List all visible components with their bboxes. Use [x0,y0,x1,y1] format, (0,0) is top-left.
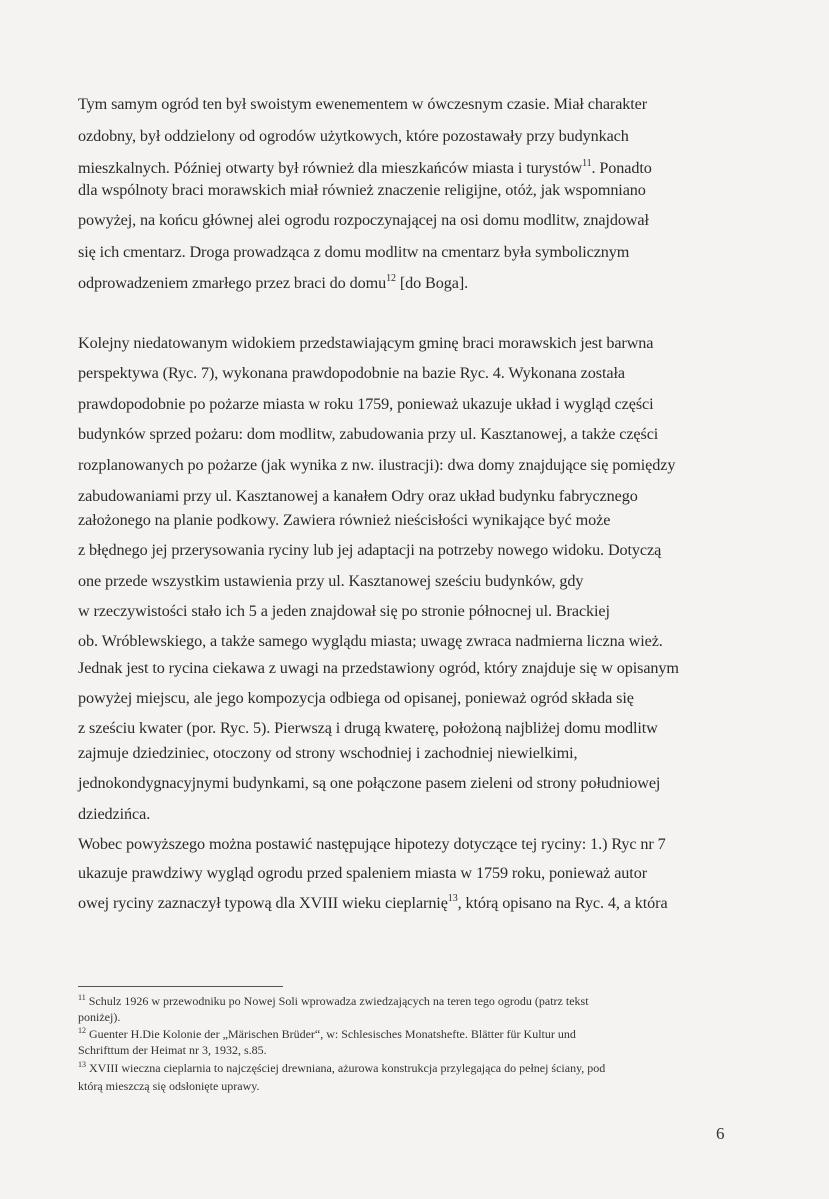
text-line: powyżej miejscu, ale jego kompozycja odbiega od opisanej, ponieważ ogród składa się [78,689,634,707]
text-segment: mieszkalnych. Później otwarty był również dla mieszkańców miasta i turystów [78,159,583,177]
footnote-ref-11[interactable]: 11 [582,158,592,169]
text-line: prawdopodobnie po pożarze miasta w roku 1759, ponieważ ukazuje układ i wygląd części [78,395,654,413]
text-segment: odprowadzeniem zmarłego przez braci do domu [78,274,387,292]
footnote-text: XVIII wieczna cieplarnia to najczęściej drewniana, ażurowa konstrukcja przylegająca do pełnej ściany, pod [86,1061,606,1075]
text-line: powyżej, na końcu głównej alei ogrodu rozpoczynającej na osi domu modlitw, znajdował [78,211,649,229]
footnote-number: 13 [78,1060,86,1069]
page-number: 6 [716,1124,725,1143]
footnote-12-cont: Schrifttum der Heimat nr 3, 1932, s.85. [78,1043,267,1057]
text-segment: , którą opisano na Ryc. 4, a która [457,894,668,912]
footnote-12 [78,1027,576,1041]
footnote-number: 11 [78,993,86,1002]
text-segment: [do Boga]. [395,274,469,292]
text-line: perspektywa (Ryc. 7), wykonana prawdopodobnie na bazie Ryc. 4. Wykonana została [78,364,625,382]
footnote-11-cont: poniżej). [78,1010,121,1024]
text-line: ukazuje prawdziwy wygląd ogrodu przed spaleniem miasta w 1759 roku, ponieważ autor [78,864,647,882]
footnote-number: 12 [78,1026,86,1035]
text-line: dziedzińca. [78,805,151,823]
footnote-text: Schulz 1926 w przewodniku po Nowej Soli wprowadza zwiedzających na teren tego ogrodu (patrz tekst [85,994,589,1008]
footnote-13 [78,1061,605,1075]
text-line [78,893,668,913]
text-line: dla wspólnoty braci morawskich miał również znaczenie religijne, otóż, jak wspomniano [78,181,646,199]
text-line: Kolejny niedatowanym widokiem przedstawiającym gminę braci morawskich jest barwna [78,334,654,352]
footnote-divider [78,986,283,987]
text-line: Wobec powyższego można postawić następujące hipotezy dotyczące tej ryciny: 1.) Ryc nr 7 [78,835,666,853]
text-line: ob. Wróblewskiego, a także samego wyglądu miasta; uwagę zwraca nadmierna liczna wież. [78,632,663,650]
text-line: w rzeczywistości stało ich 5 a jeden znajdował się po stronie północnej ul. Brackiej [78,602,610,620]
footnote-ref-13[interactable]: 13 [447,893,458,904]
text-line: ozdobny, był oddzielony od ogrodów użytkowych, które pozostawały przy budynkach [78,127,629,145]
footnote-11 [78,994,589,1008]
text-line: budynków sprzed pożaru: dom modlitw, zabudowania przy ul. Kasztanowej, a także części [78,425,659,443]
text-line: się ich cmentarz. Droga prowadząca z domu modlitw na cmentarz była symbolicznym [78,243,630,261]
text-segment: owej ryciny zaznaczył typową dla XVIII wieku cieplarnię [78,894,448,912]
text-line: z sześciu kwater (por. Ryc. 5). Pierwszą i drugą kwaterę, położoną najbliżej domu modlitw [78,719,658,737]
text-line: rozplanowanych po pożarze (jak wynika z nw. ilustracji): dwa domy znajdujące się pomiędzy [78,456,676,474]
text-line: Jednak jest to rycina ciekawa z uwagi na przedstawiony ogród, który znajduje się w opisanym [78,659,679,677]
footnote-13-cont: którą mieszczą się odsłonięte uprawy. [78,1079,260,1093]
text-line [78,158,652,178]
text-line: zabudowaniami przy ul. Kasztanowej a kanałem Odry oraz układ budynku fabrycznego [78,487,638,505]
text-line: zajmuje dziedziniec, otoczony od strony wschodniej i zachodniej niewielkimi, [78,744,578,762]
text-line [78,273,468,293]
text-segment: . Ponadto [591,159,652,177]
footnote-ref-12[interactable]: 12 [386,273,396,284]
text-line: z błędnego jej przerysowania ryciny lub jej adaptacji na potrzeby nowego widoku. Dotyczą [78,541,662,559]
text-line: założonego na planie podkowy. Zawiera również nieścisłości wynikające być może [78,511,611,529]
text-line: jednokondygnacyjnymi budynkami, są one połączone pasem zieleni od strony południowej [78,774,661,792]
text-line: Tym samym ogród ten był swoistym ewenementem w ówczesnym czasie. Miał charakter [78,95,648,113]
text-line: one przede wszystkim ustawienia przy ul. Kasztanowej sześciu budynków, gdy [78,572,584,590]
footnote-text: Guenter H.Die Kolonie der „Märischen Brüder“, w: Schlesisches Monatshefte. Blätter für Kultur und [86,1027,576,1041]
